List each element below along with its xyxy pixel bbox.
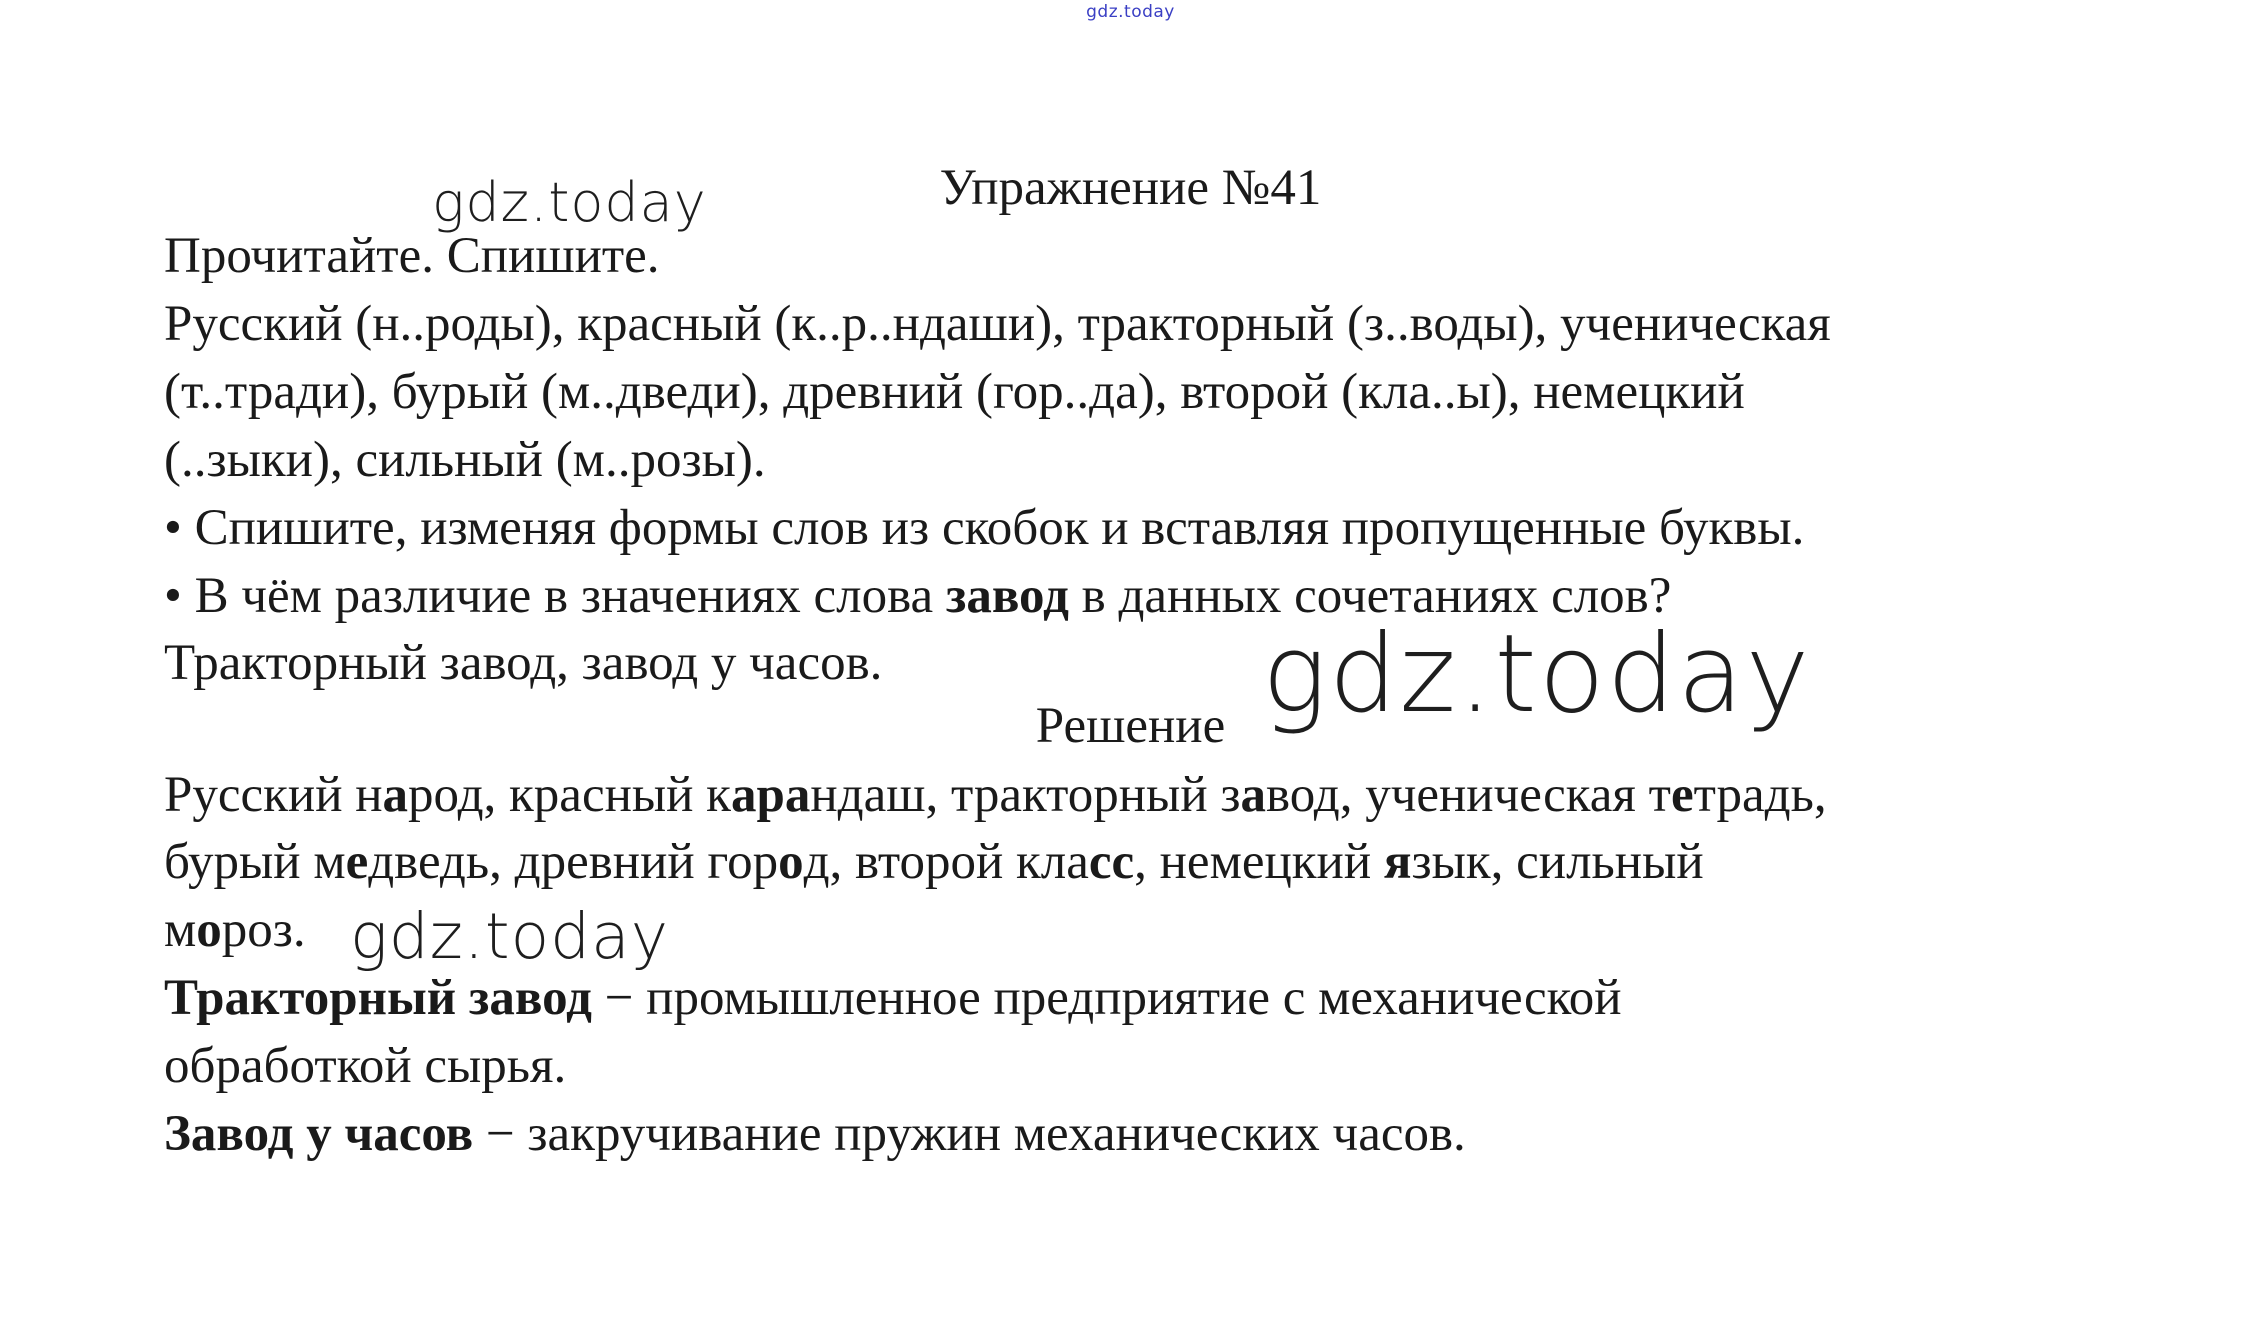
- inserted-letter: ара: [730, 767, 811, 823]
- exercise-instruction: Прочитайте. Спишите.: [164, 228, 660, 284]
- task-phrase: Тракторный завод, завод у часов.: [164, 635, 883, 691]
- inserted-letter: о: [196, 902, 222, 958]
- answer-text: роз.: [221, 902, 306, 958]
- task-bullet-1: • Спишите, изменяя формы слов из скобок и вставляя пропущенные буквы.: [164, 500, 1805, 556]
- inserted-letter: я: [1383, 834, 1412, 890]
- bullet-2-text-after: в данных сочетаниях слов?: [1068, 568, 1672, 624]
- answer-text: м: [164, 902, 197, 958]
- definition-2: [164, 1104, 1466, 1164]
- inserted-letter: е: [345, 834, 369, 890]
- answer-text: Русский н: [164, 767, 383, 823]
- answer-text: традь,: [1693, 767, 1827, 823]
- definition-2-text: − закручивание пружин механических часов.: [473, 1106, 1466, 1162]
- definition-1-continuation: обработкой сырья.: [164, 1038, 567, 1094]
- answer-text: зык, сильный: [1411, 834, 1704, 890]
- answer-text: род, красный к: [408, 767, 731, 823]
- answer-line-3: [164, 900, 306, 960]
- task-line-1: Русский (н..роды), красный (к..р..ндаши), тракторный (з..воды), ученическая: [164, 296, 1831, 352]
- answer-text: дведь, древний гор: [368, 834, 779, 890]
- definition-1: [164, 968, 1622, 1028]
- inserted-letter: а: [1240, 767, 1267, 823]
- answer-text: бурый м: [164, 834, 346, 890]
- solution-heading: Решение: [1035, 698, 1226, 754]
- bullet-2-text-before: • В чём различие в значениях слова: [164, 568, 946, 624]
- answer-text: д, второй кла: [803, 834, 1089, 890]
- watermark-1: gdz.today: [432, 171, 707, 234]
- definition-1-term: Тракторный завод: [164, 970, 592, 1026]
- answer-line-2: [164, 832, 1704, 892]
- task-line-3: (..зыки), сильный (м..розы).: [164, 432, 766, 488]
- inserted-letter: сс: [1088, 834, 1135, 890]
- exercise-title: Упражнение №41: [939, 160, 1322, 216]
- inserted-letter: е: [1670, 767, 1694, 823]
- task-line-2: (т..тради), бурый (м..дведи), древний (гор..да), второй (кла..ы), немецкий: [164, 364, 1745, 420]
- watermark-3: gdz.today: [350, 900, 670, 973]
- watermark-2: gdz.today: [1262, 612, 1812, 737]
- definition-1-text: − промышленное предприятие с механической: [591, 970, 1622, 1026]
- inserted-letter: а: [382, 767, 409, 823]
- answer-line-1: [164, 765, 1827, 825]
- inserted-letter: о: [778, 834, 804, 890]
- watermark-top: gdz.today: [1086, 2, 1175, 22]
- definition-2-term: Завод у часов: [164, 1106, 474, 1162]
- answer-text: , немецкий: [1134, 834, 1384, 890]
- answer-text: вод, ученическая т: [1266, 767, 1671, 823]
- answer-text: ндаш, тракторный з: [810, 767, 1241, 823]
- bullet-2-bold-word: завод: [945, 568, 1069, 624]
